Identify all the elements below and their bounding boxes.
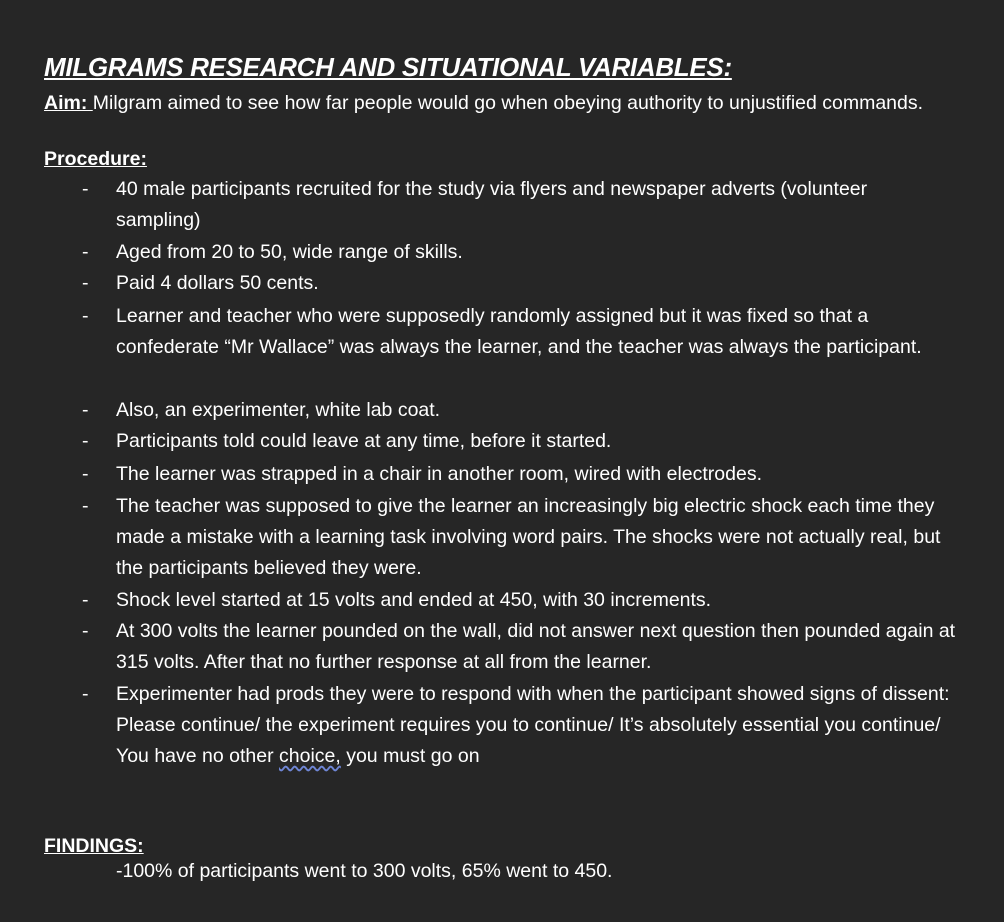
list-item-text: Experimenter had prods they were to respond with when the participant showed signs of dissent: xyxy=(116,683,950,705)
prods-text-part: Please continue/ the experiment requires you to continue/ It’s absolutely essential you continue/ You have no other xyxy=(116,714,941,767)
spellcheck-underlined-word[interactable]: choice, xyxy=(279,745,341,767)
aim-text: Milgram aimed to see how far people would go when obeying authority to unjustified commands. xyxy=(92,92,924,114)
prods-text xyxy=(116,710,956,772)
list-item-text: At 300 volts the learner pounded on the wall, did not answer next question then pounded again at 315 volts. After that no further response at all from the learner. xyxy=(116,620,956,673)
bullet-dash: - xyxy=(82,399,89,421)
list-item-text: 40 male participants recruited for the study via flyers and newspaper adverts (volunteer sampling) xyxy=(116,178,868,231)
bullet-dash: - xyxy=(82,241,89,263)
bullet-dash: - xyxy=(82,178,89,200)
list-item-text: Also, an experimenter, white lab coat. xyxy=(116,399,441,421)
list-item-text: The teacher was supposed to give the learner an increasingly big electric shock each time they made a mistake with a learning task involving word pairs. The shocks were not actually real, but the participants believed they were. xyxy=(116,495,941,579)
aim-label: Aim: xyxy=(44,92,93,114)
page-title: MILGRAMS RESEARCH AND SITUATIONAL VARIABLES: xyxy=(44,52,732,82)
bullet-dash: - xyxy=(82,463,89,485)
procedure-label: Procedure: xyxy=(44,148,147,170)
findings-label: FINDINGS: xyxy=(44,835,144,857)
aim-paragraph xyxy=(44,90,964,117)
list-item-text: The learner was strapped in a chair in another room, wired with electrodes. xyxy=(116,463,762,485)
bullet-dash: - xyxy=(82,495,89,517)
bullet-dash: - xyxy=(82,620,89,642)
bullet-dash: - xyxy=(82,430,89,452)
list-item-text: Learner and teacher who were supposedly randomly assigned but it was fixed so that a confederate “Mr Wallace” was always the learner, and the teacher was always the participant. xyxy=(116,305,922,358)
bullet-dash: - xyxy=(82,272,89,294)
list-item-text: Paid 4 dollars 50 cents. xyxy=(116,272,319,294)
list-item-text xyxy=(116,679,956,772)
findings-text: -100% of participants went to 300 volts, 65% went to 450. xyxy=(116,860,613,882)
list-item-text: Shock level started at 15 volts and ended at 450, with 30 increments. xyxy=(116,589,712,611)
list-item-text: Aged from 20 to 50, wide range of skills. xyxy=(116,241,463,263)
list-item-text: Participants told could leave at any time, before it started. xyxy=(116,430,612,452)
bullet-dash: - xyxy=(82,305,89,327)
bullet-dash: - xyxy=(82,589,89,611)
bullet-dash: - xyxy=(82,683,89,705)
prods-text-part: you must go on xyxy=(340,745,480,767)
